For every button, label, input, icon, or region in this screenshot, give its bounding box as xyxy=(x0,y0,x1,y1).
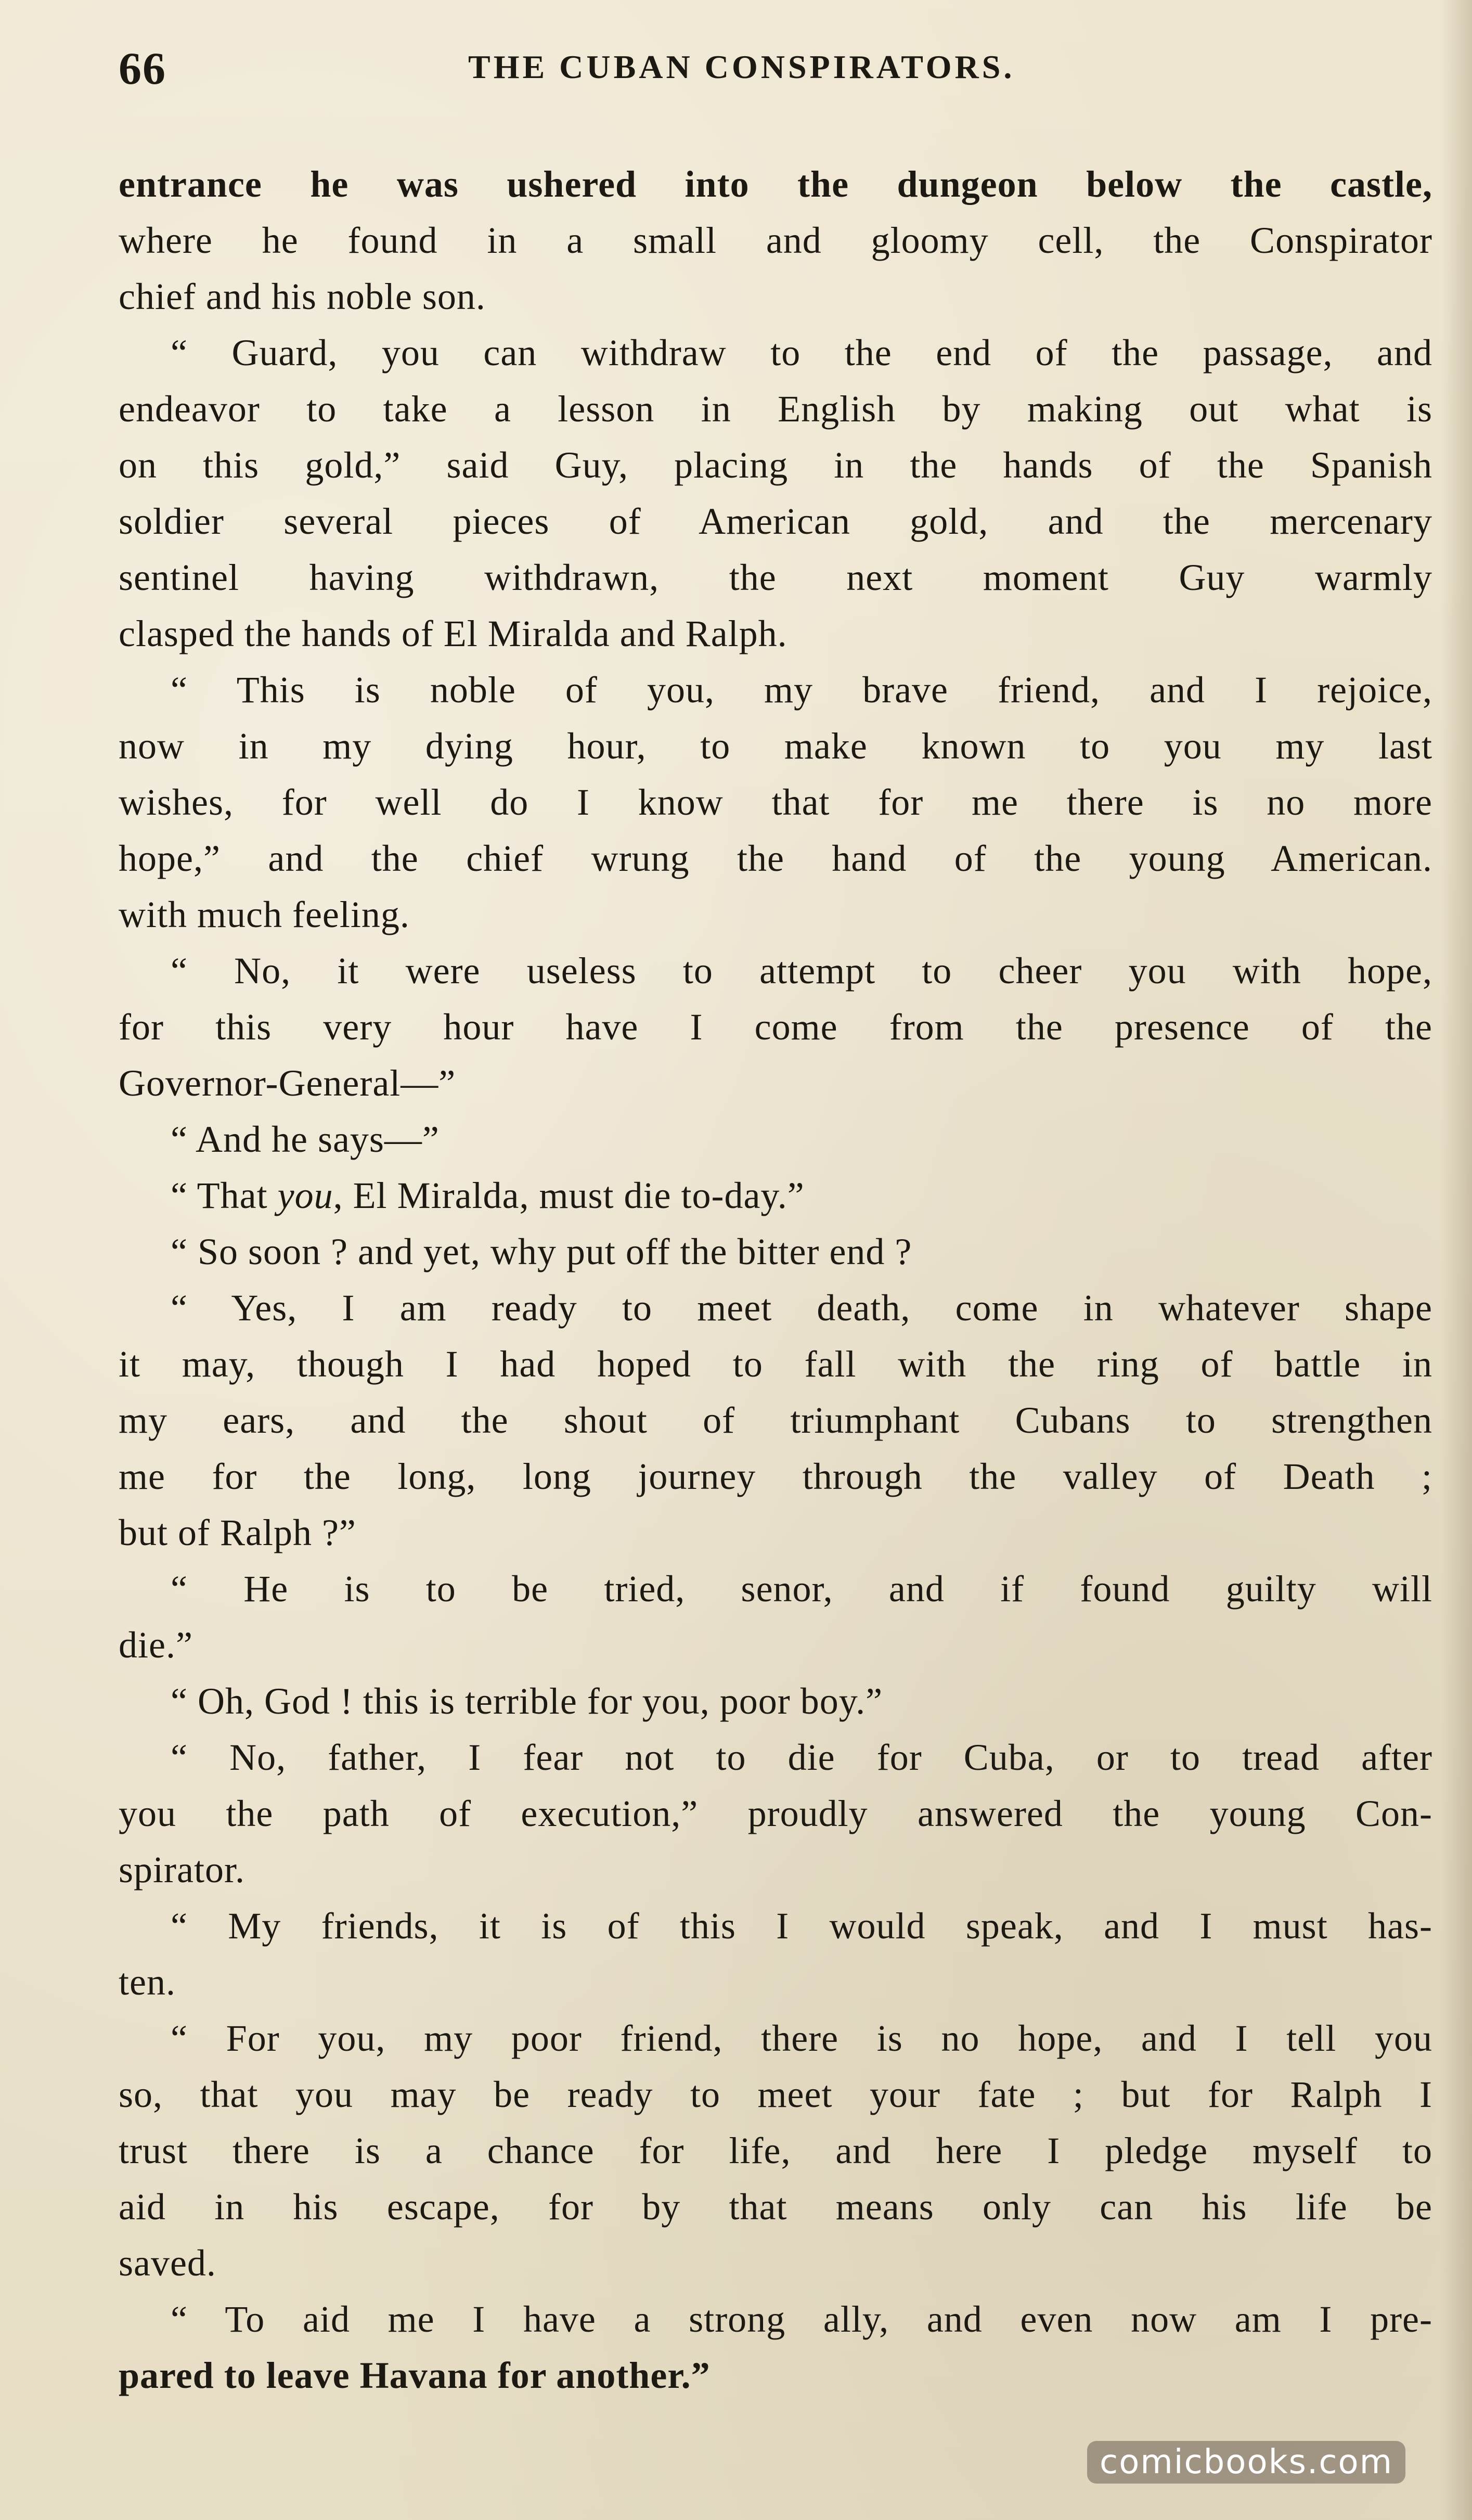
page-number: 66 xyxy=(119,44,166,94)
text-line: chief and his noble son. xyxy=(119,276,486,317)
text-line: aid in his escape, for by that means only can his life be xyxy=(119,2186,1432,2228)
text-line: pared to leave Havana for another.” xyxy=(119,2355,711,2396)
text-line xyxy=(119,1167,1432,1224)
page-edge-shadow xyxy=(1441,0,1472,2520)
text-line: spirator. xyxy=(119,1849,245,1891)
body-text xyxy=(119,156,1432,2403)
text-line: with much feeling. xyxy=(119,894,410,935)
text-line: wishes, for well do I know that for me there is no more xyxy=(119,781,1432,823)
text-line: where he found in a small and gloomy cell, the Conspirator xyxy=(119,220,1432,261)
text-line: entrance he was ushered into the dungeon below the castle, xyxy=(119,163,1432,205)
text-line: “ Oh, God ! this is terrible for you, poor boy.” xyxy=(171,1680,883,1722)
text-line: “ My friends, it is of this I would speak, and I must has- xyxy=(171,1905,1432,1947)
page-header xyxy=(0,36,1472,99)
watermark: comicbooks.com xyxy=(1087,2441,1405,2484)
text-run: “ That xyxy=(171,1175,278,1216)
text-line: “ To aid me I have a strong ally, and even now am I pre- xyxy=(171,2298,1432,2340)
text-line: but of Ralph ?” xyxy=(119,1512,356,1553)
text-line: “ Yes, I am ready to meet death, come in whatever shape xyxy=(171,1287,1432,1329)
text-line: endeavor to take a lesson in English by making out what is xyxy=(119,388,1432,430)
text-line: soldier several pieces of American gold, and the mercenary xyxy=(119,500,1432,542)
text-line: “ No, father, I fear not to die for Cuba, or to tread after xyxy=(171,1737,1432,1778)
text-line: on this gold,” said Guy, placing in the hands of the Spanish xyxy=(119,444,1432,486)
text-line: “ Guard, you can withdraw to the end of the passage, and xyxy=(171,332,1432,374)
text-line: “ And he says—” xyxy=(171,1118,440,1160)
text-line: saved. xyxy=(119,2242,216,2284)
text-line: die.” xyxy=(119,1624,193,1666)
text-line: so, that you may be ready to meet your fate ; but for Ralph I xyxy=(119,2074,1432,2115)
text-line: my ears, and the shout of triumphant Cubans to strengthen xyxy=(119,1399,1432,1441)
italic-word: you xyxy=(277,1175,333,1216)
text-line: ten. xyxy=(119,1961,176,2003)
text-line: Governor-General—” xyxy=(119,1062,456,1104)
text-line: you the path of execution,” proudly answered the young Con- xyxy=(119,1793,1432,1834)
text-line: “ No, it were useless to attempt to cheer you with hope, xyxy=(171,950,1432,992)
running-title: THE CUBAN CONSPIRATORS. xyxy=(468,48,1015,85)
text-line: now in my dying hour, to make known to you my last xyxy=(119,725,1432,767)
text-line: it may, though I had hoped to fall with the ring of battle in xyxy=(119,1343,1432,1385)
text-line: “ This is noble of you, my brave friend, and I rejoice, xyxy=(171,669,1432,711)
text-line: “ He is to be tried, senor, and if found guilty will xyxy=(171,1568,1432,1610)
text-line: clasped the hands of El Miralda and Ralph. xyxy=(119,613,787,654)
text-line: me for the long, long journey through the valley of Death ; xyxy=(119,1456,1432,1497)
text-line: “ So soon ? and yet, why put off the bitter end ? xyxy=(171,1231,912,1272)
text-line: trust there is a chance for life, and here I pledge myself to xyxy=(119,2130,1432,2171)
text-run: , El Miralda, must die to-day.” xyxy=(333,1175,805,1216)
text-line: for this very hour have I come from the presence of the xyxy=(119,1006,1432,1048)
text-line: “ For you, my poor friend, there is no hope, and I tell you xyxy=(171,2017,1432,2059)
text-line: hope,” and the chief wrung the hand of the young American. xyxy=(119,838,1432,879)
text-line: sentinel having withdrawn, the next moment Guy warmly xyxy=(119,557,1432,598)
